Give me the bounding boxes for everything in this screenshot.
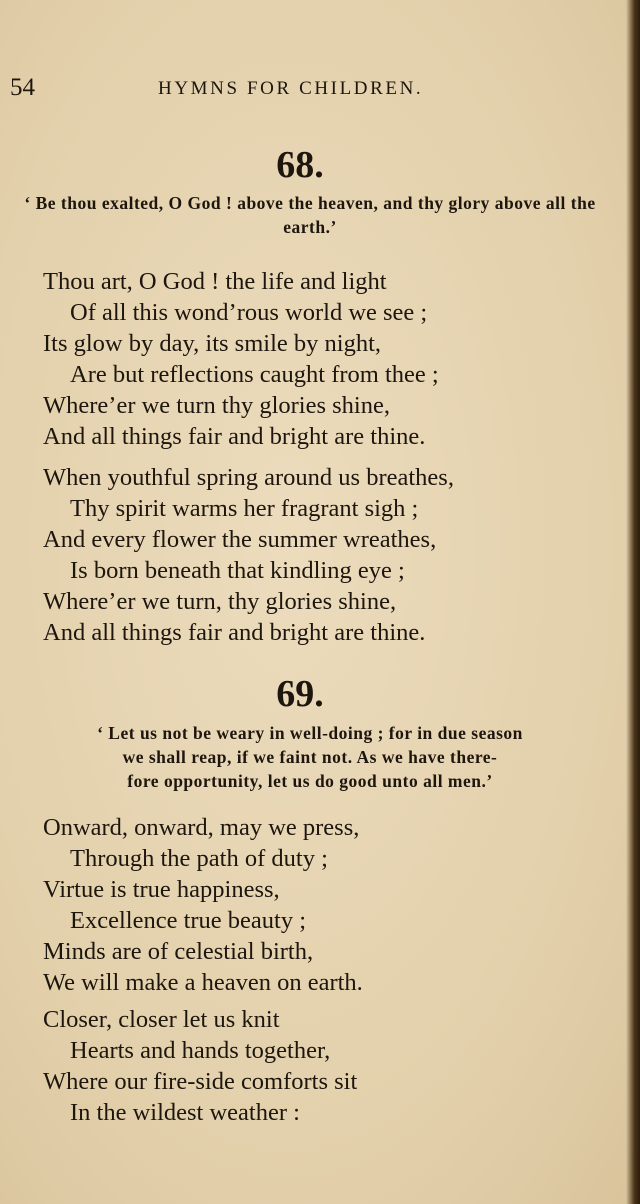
hymn-68-number: 68. <box>276 144 324 186</box>
running-head <box>0 74 640 104</box>
verse-line: Thou art, O God ! the life and light <box>43 268 387 295</box>
epigraph-line: ‘ Let us not be weary in well-doing ; for in due season <box>97 723 523 743</box>
hymn-68-stanza-2 <box>43 462 603 648</box>
verse-line: Thy spirit warms her fragrant sigh ; <box>70 495 419 522</box>
page-edge-shadow <box>626 0 640 1204</box>
verse-line: Onward, onward, may we press, <box>43 814 360 841</box>
hymn-68-epigraph: ‘ Be thou exalted, O God ! above the heaven, and thy glory above all the earth.’ <box>24 193 596 237</box>
hymn-68-stanza-1 <box>43 266 603 452</box>
epigraph-line: fore opportunity, let us do good unto all men.’ <box>127 771 493 791</box>
verse-line: Closer, closer let us knit <box>43 1006 280 1033</box>
hymn-69-stanza-1 <box>43 812 603 998</box>
verse-line: Through the path of duty ; <box>70 845 328 872</box>
verse-line: And all things fair and bright are thine. <box>43 619 426 646</box>
verse-line: When youthful spring around us breathes, <box>43 464 454 491</box>
verse-line: Its glow by day, its smile by night, <box>43 330 381 357</box>
verse-line: We will make a heaven on earth. <box>43 969 363 996</box>
hymn-69-epigraph <box>20 721 600 793</box>
verse-line: In the wildest weather : <box>70 1099 300 1126</box>
verse-line: Excellence true beauty ; <box>70 907 307 934</box>
verse-line: Virtue is true happiness, <box>43 876 280 903</box>
verse-line: Hearts and hands together, <box>70 1037 331 1064</box>
epigraph-line: we shall reap, if we faint not. As we have there- <box>122 747 498 767</box>
verse-line: And every flower the summer wreathes, <box>43 526 437 553</box>
page-number: 54 <box>10 74 35 101</box>
verse-line: Where our fire-side comforts sit <box>43 1068 358 1095</box>
verse-line: And all things fair and bright are thine. <box>43 423 426 450</box>
verse-line: Where’er we turn thy glories shine, <box>43 392 390 419</box>
hymn-69-stanza-2 <box>43 1004 603 1128</box>
verse-line: Are but reflections caught from thee ; <box>70 361 439 388</box>
verse-line: Where’er we turn, thy glories shine, <box>43 588 397 615</box>
hymn-69-number: 69. <box>276 673 324 715</box>
verse-line: Of all this wond’rous world we see ; <box>70 299 428 326</box>
verse-line: Is born beneath that kindling eye ; <box>70 557 405 584</box>
running-title: HYMNS FOR CHILDREN. <box>158 78 424 99</box>
verse-line: Minds are of celestial birth, <box>43 938 314 965</box>
